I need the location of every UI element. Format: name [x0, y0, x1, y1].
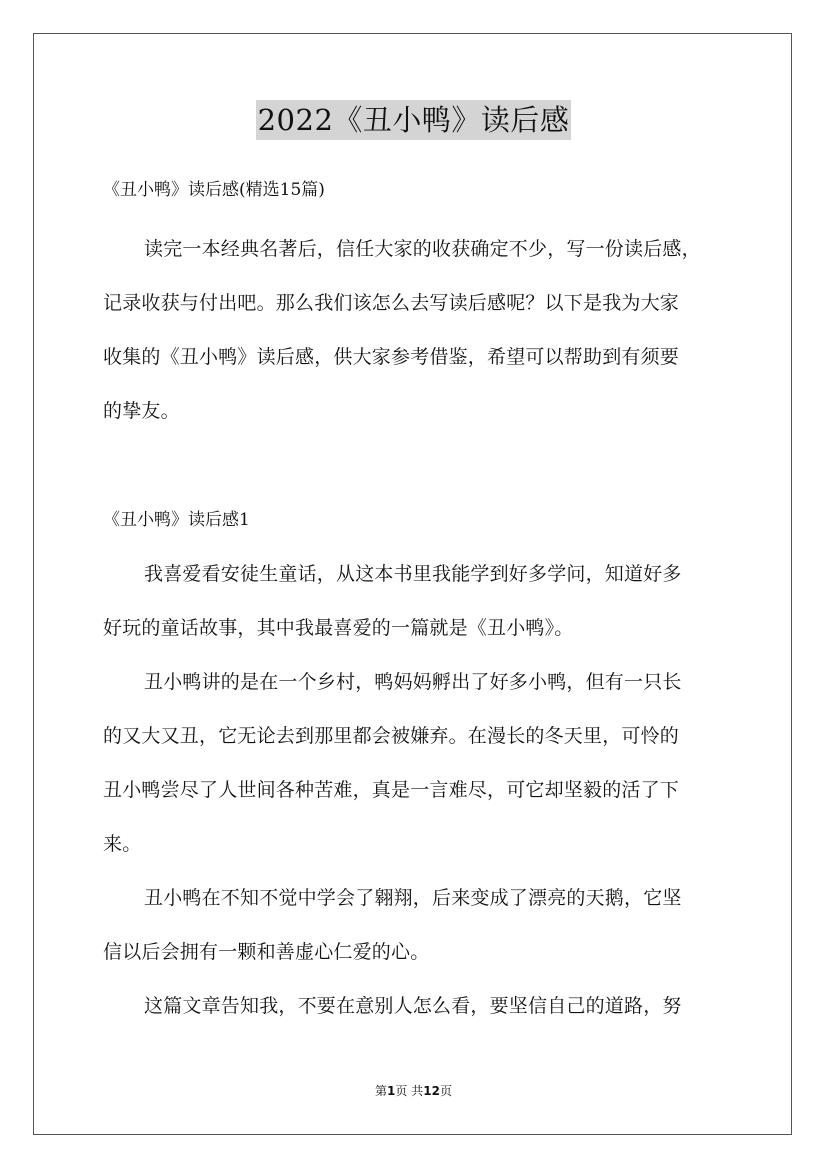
document-title: 2022《丑小鸭》读后感	[256, 100, 572, 140]
paragraph2-line-3: 丑小鸭尝尽了人世间各种苦难，真是一言难尽，可它却坚毅的活了下	[103, 779, 680, 801]
paragraph1-line-1: 我喜爱看安徒生童话，从这本书里我能学到好多学问，知道好多	[144, 563, 682, 585]
footer-mid: 页 共	[395, 1084, 424, 1098]
paragraph2-line-1: 丑小鸭讲的是在一个乡村，鸭妈妈孵出了好多小鸭，但有一只长	[144, 671, 682, 693]
intro-line-4: 的挚友。	[103, 400, 180, 422]
intro-line-1: 读完一本经典名著后，信任大家的收获确定不少，写一份读后感，	[144, 238, 701, 260]
footer-current-page: 1	[387, 1084, 396, 1098]
intro-line-3: 收集的《丑小鸭》读后感，供大家参考借鉴，希望可以帮助到有须要	[103, 346, 680, 368]
page-footer	[0, 1083, 827, 1099]
paragraph1-line-2: 好玩的童话故事，其中我最喜爱的一篇就是《丑小鸭》。	[103, 617, 574, 639]
paragraph2-line-4: 来。	[103, 833, 142, 855]
section-heading: 《丑小鸭》读后感1	[103, 510, 250, 530]
intro-line-2: 记录收获与付出吧。那么我们该怎么去写读后感呢？以下是我为大家	[103, 292, 680, 314]
paragraph3-line-1: 丑小鸭在不知不觉中学会了翱翔，后来变成了漂亮的天鹅，它坚	[144, 887, 682, 909]
footer-suffix: 页	[439, 1084, 452, 1098]
paragraph4-line-1: 这篇文章告知我，不要在意别人怎么看，要坚信自己的道路，努	[144, 995, 682, 1017]
footer-prefix: 第	[375, 1084, 388, 1098]
paragraph2-line-2: 的又大又丑，它无论去到那里都会被嫌弃。在漫长的冬天里，可怜的	[103, 725, 680, 747]
document-subtitle: 《丑小鸭》读后感(精选15篇)	[103, 180, 325, 200]
footer-total-pages: 12	[423, 1084, 440, 1098]
title-container	[0, 100, 827, 140]
paragraph3-line-2: 信以后会拥有一颗和善虚心仁爱的心。	[103, 941, 430, 963]
